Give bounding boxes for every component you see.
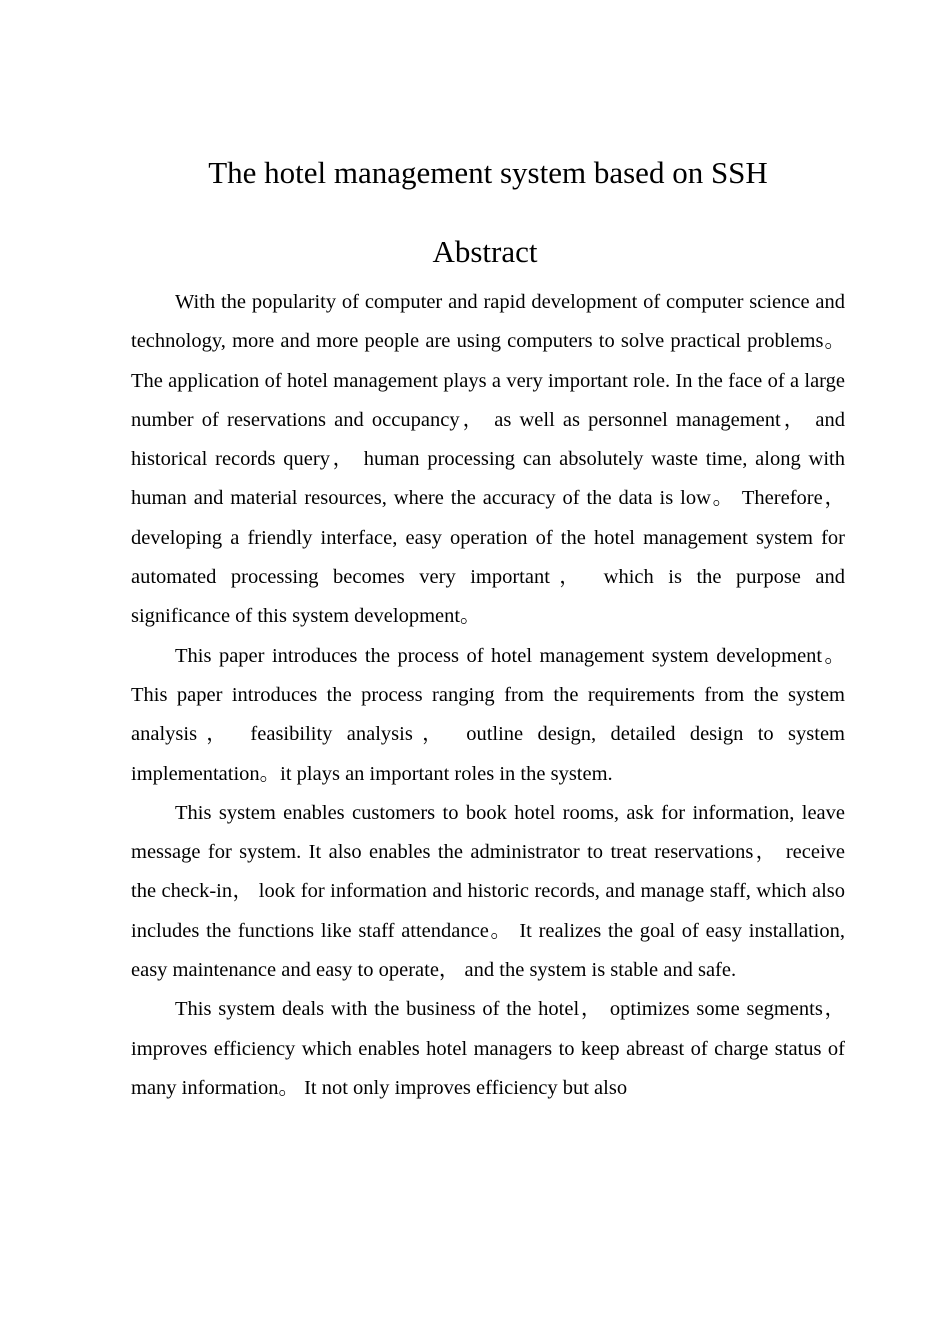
abstract-body: [131, 283, 845, 1108]
abstract-heading: Abstract: [432, 234, 538, 269]
abstract-paragraph: This system deals with the business of the hotel， optimizes some segments， improves efficiency which enables hotel managers to keep abreast of charge status of many information。 It not only improves efficiency but also: [131, 998, 845, 1099]
abstract-paragraph: With the popularity of computer and rapid development of computer science and technology, more and more people are using computers to solve practical problems。 The application of hotel management plays a very important role. In the face of a large number of reservations and occupancy， as well as personnel management， and historical records query， human processing can absolutely waste time, along with human and material resources, where the accuracy of the data is low。 Therefore， developing a friendly interface, easy operation of the hotel management system for automated processing becomes very important， which is the purpose and significance of this system development。: [131, 291, 845, 628]
document-title: The hotel management system based on SSH: [208, 155, 768, 190]
abstract-paragraph: This paper introduces the process of hotel management system development。 This paper introduces the process ranging from the requirements from the system analysis， feasibility analysis， outline design, detailed design to system implementation。it plays an important roles in the system.: [131, 644, 845, 785]
abstract-paragraph: This system enables customers to book hotel rooms, ask for information, leave message for system. It also enables the administrator to treat reservations， receive the check-in， look for information and historic records, and manage staff, which also includes the functions like staff attendance。 It realizes the goal of easy installation, easy maintenance and easy to operate， and the system is stable and safe.: [131, 801, 845, 982]
